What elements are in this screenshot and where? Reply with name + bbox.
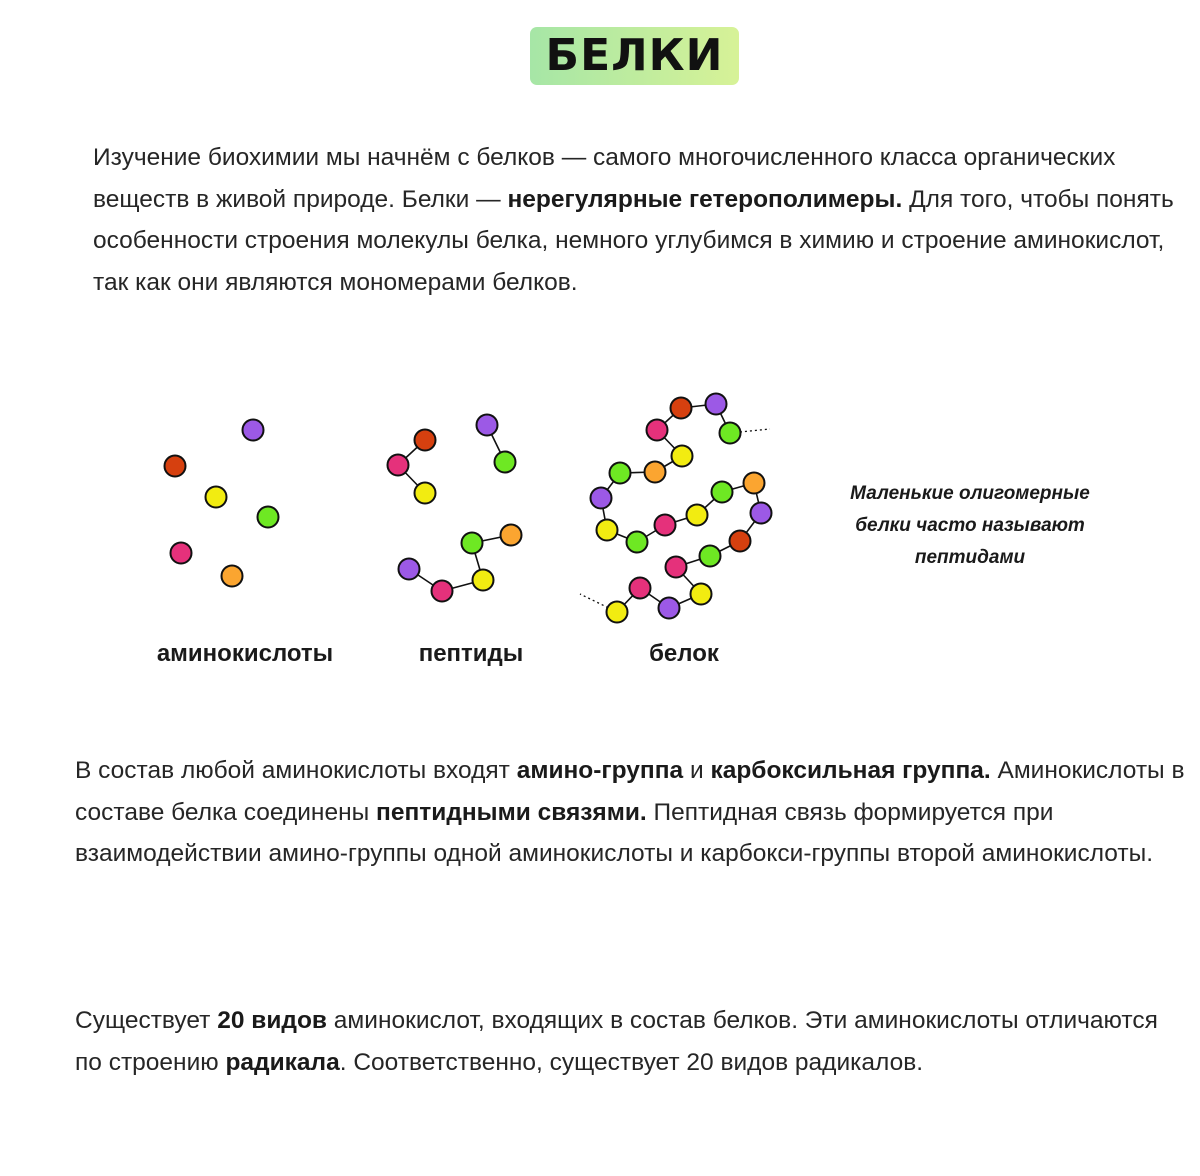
protein-green-dot — [720, 423, 741, 444]
protein-green-dot — [627, 532, 648, 553]
types-bold-1: 20 видов — [217, 1007, 327, 1034]
amino-acid-pink-dot — [171, 543, 192, 564]
protein-purple-dot — [751, 503, 772, 524]
peptide-b-purple-dot — [477, 415, 498, 436]
types-text-2: аминокислот, входящих в состав белков. Эти аминокислоты отличаются по строению — [75, 1007, 1158, 1076]
types-paragraph — [75, 1000, 1185, 1083]
amino-acid-green-dot — [258, 507, 279, 528]
composition-bold-1: амино-группа — [516, 757, 684, 784]
peptide-c-pink-dot — [432, 581, 453, 602]
protein-green-dot — [610, 463, 631, 484]
protein-purple-dot — [659, 598, 680, 619]
protein-purple-dot — [706, 394, 727, 415]
protein-red-dot — [671, 398, 692, 419]
intro-paragraph — [93, 137, 1193, 303]
page-title: БЕЛКИ — [545, 30, 724, 81]
intro-text-1: Изучение биохимии мы начнём с белков — самого многочисленного класса органических веществ в живой природе. Белки — — [93, 144, 1116, 213]
protein-yellow-dot — [691, 584, 712, 605]
side-note: Маленькие олигомерные белки часто называют пептидами — [850, 483, 1090, 568]
protein-pink-dot — [655, 515, 676, 536]
amino-acid-diagram — [0, 380, 820, 640]
label-amino-acids: аминокислоты — [156, 640, 334, 667]
intro-text-2: Для того, чтобы понять особенности строения молекулы белка, немного углубимся в химию и строение аминокислот, так как они являются мономерами белков. — [93, 185, 1174, 296]
peptide-a-pink-dot — [388, 455, 409, 476]
composition-text-3: Аминокислоты в составе белка соединены — [75, 757, 1185, 826]
composition-bold-2: карбоксильная группа. — [710, 757, 991, 784]
amino-acid-red-dot — [165, 456, 186, 477]
types-text-1: Существует — [75, 1007, 218, 1034]
peptide-c-yellow-dot — [473, 570, 494, 591]
peptide-a-yellow-dot — [415, 483, 436, 504]
protein-red-dot — [730, 531, 751, 552]
protein-orange-dot — [744, 473, 765, 494]
bond-layer — [398, 404, 770, 612]
types-text-3: . Соответственно, существует 20 видов радикалов. — [339, 1048, 924, 1076]
composition-text-4: Пептидная связь формируется при взаимодействии амино-группы одной аминокислоты и карбокси-группы второй аминокислоты. — [75, 798, 1154, 867]
protein-purple-dot — [591, 488, 612, 509]
amino-acid-yellow-dot — [206, 487, 227, 508]
protein-orange-dot — [645, 462, 666, 483]
peptide-a-red-dot — [415, 430, 436, 451]
protein-green-dot — [700, 546, 721, 567]
protein-pink-dot — [647, 420, 668, 441]
label-peptides: пептиды — [418, 640, 524, 667]
protein-yellow-dot — [687, 505, 708, 526]
amino-acid-orange-dot — [222, 566, 243, 587]
peptide-b-green-dot — [495, 452, 516, 473]
dot-layer — [165, 394, 772, 623]
protein-yellow-dot — [597, 520, 618, 541]
protein-yellow-dot — [607, 602, 628, 623]
peptide-c-purple-dot — [399, 559, 420, 580]
peptide-c-green-dot — [462, 533, 483, 554]
protein-yellow-dot — [672, 446, 693, 467]
title-badge — [530, 27, 739, 85]
protein-pink-dot — [666, 557, 687, 578]
composition-paragraph — [75, 750, 1185, 875]
protein-green-dot — [712, 482, 733, 503]
types-bold-2: радикала — [225, 1048, 340, 1076]
composition-text-1: В состав любой аминокислоты входят — [75, 757, 517, 784]
intro-bold-1: нерегулярные гетерополимеры. — [507, 185, 903, 213]
peptide-c-orange-dot — [501, 525, 522, 546]
composition-text-2: и — [683, 757, 711, 784]
composition-bold-3: пептидными связями. — [376, 798, 647, 826]
protein-pink-dot — [630, 578, 651, 599]
amino-acid-purple-dot — [243, 420, 264, 441]
label-protein: белок — [649, 640, 719, 667]
